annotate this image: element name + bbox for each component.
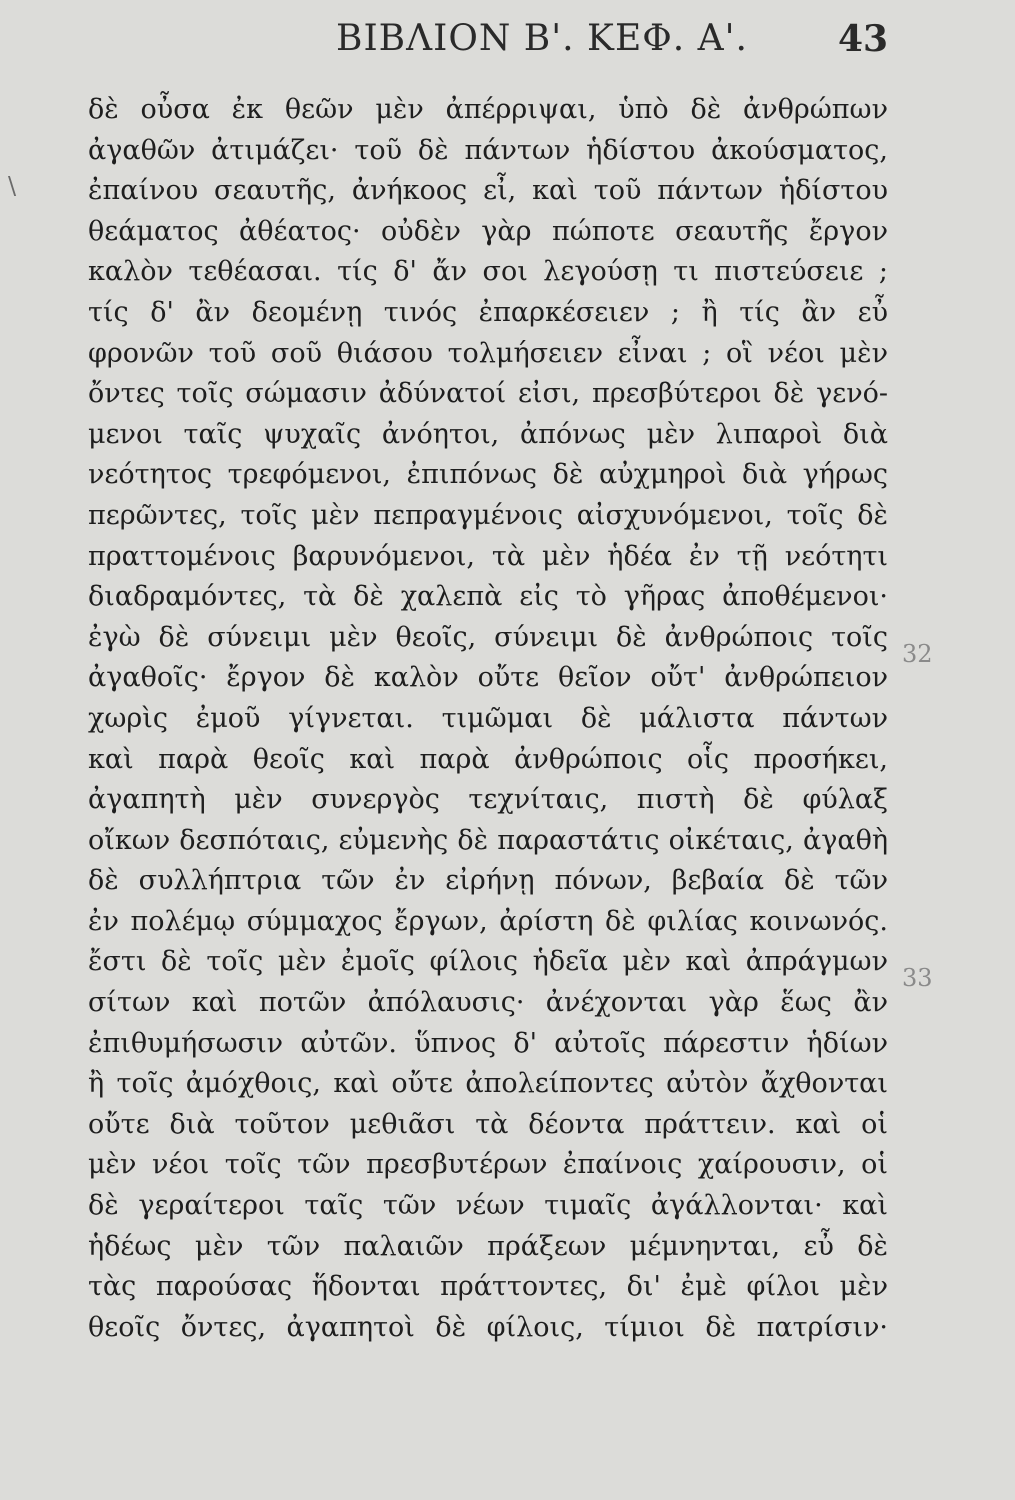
text-line: ἔστι δὲ τοῖς μὲν ἐμοῖς φίλοις ἡδεῖα μὲν καὶ ἀπράγμων <box>88 946 888 978</box>
text-line: ἀγαθοῖς· ἔργον δὲ καλὸν οὔτε θεῖον οὔτ' ἀνθρώπειον <box>88 662 888 694</box>
text-line: καὶ παρὰ θεοῖς καὶ παρὰ ἀνθρώποις οἷς προσήκει, <box>88 743 888 775</box>
text-line: καλὸν τεθέασαι. τίς δ' ἄν σοι λεγούσῃ τι πιστεύσειε ; <box>88 256 888 288</box>
text-line: φρονῶν τοῦ σοῦ θιάσου τολμήσειεν εἶναι ; οἳ νέοι μὲν <box>88 337 888 369</box>
margin-mark: \ <box>8 172 17 200</box>
text-line: θεοῖς ὄντες, ἀγαπητοὶ δὲ φίλοις, τίμιοι δὲ πατρίσιν· <box>88 1311 888 1343</box>
text-line: ὄντες τοῖς σώμασιν ἀδύνατοί εἰσι, πρεσβύτεροι δὲ γενό- <box>88 378 888 410</box>
text-line: οἴκων δεσπόταις, εὐμενὴς δὲ παραστάτις οἰκέταις, ἀγαθὴ <box>88 824 888 856</box>
text-line: χωρὶς ἐμοῦ γίγνεται. τιμῶμαι δὲ μάλιστα πάντων <box>88 702 888 734</box>
text-line: ἢ τοῖς ἀμόχθοις, καὶ οὔτε ἀπολείποντες αὐτὸν ἄχθονται <box>88 1068 888 1100</box>
text-line: ἀγαπητὴ μὲν συνεργὸς τεχνίταις, πιστὴ δὲ φύλαξ <box>88 784 888 816</box>
body-text <box>88 90 888 1348</box>
text-line: διαδραμόντες, τὰ δὲ χαλεπὰ εἰς τὸ γῆρας ἀποθέμενοι· <box>88 581 888 613</box>
text-line: σίτων καὶ ποτῶν ἀπόλαυσις· ἀνέχονται γὰρ ἕως ἂν <box>88 987 888 1019</box>
text-line: ἐγὼ δὲ σύνειμι μὲν θεοῖς, σύνειμι δὲ ἀνθρώποις τοῖς <box>88 621 888 653</box>
text-line: μὲν νέοι τοῖς τῶν πρεσβυτέρων ἐπαίνοις χαίρουσιν, οἱ <box>88 1149 888 1181</box>
page-header <box>0 12 1015 72</box>
text-line: ἐπαίνου σεαυτῆς, ἀνήκοος εἶ, καὶ τοῦ πάντων ἡδίστου <box>88 175 888 207</box>
margin-line-number: 33 <box>902 964 933 992</box>
page-number: 43 <box>838 18 889 60</box>
text-line: ἐν πολέμῳ σύμμαχος ἔργων, ἀρίστη δὲ φιλίας κοινωνός. <box>88 905 888 937</box>
text-line: δὲ συλλήπτρια τῶν ἐν εἰρήνῃ πόνων, βεβαία δὲ τῶν <box>88 865 888 897</box>
text-line: οὔτε διὰ τοῦτον μεθιᾶσι τὰ δέοντα πράττειν. καὶ οἱ <box>88 1108 888 1140</box>
text-line: δὲ γεραίτεροι ταῖς τῶν νέων τιμαῖς ἀγάλλονται· καὶ <box>88 1190 888 1222</box>
text-line: τίς δ' ἂν δεομένῃ τινός ἐπαρκέσειεν ; ἢ τίς ἂν εὖ <box>88 296 888 328</box>
text-line: ἐπιθυμήσωσιν αὐτῶν. ὕπνος δ' αὐτοῖς πάρεστιν ἡδίων <box>88 1027 888 1059</box>
running-head: ΒΙΒΛΙΟΝ Β'. ΚΕΦ. Α'. <box>336 18 748 59</box>
text-line: ἡδέως μὲν τῶν παλαιῶν πράξεων μέμνηνται, εὖ δὲ <box>88 1230 888 1262</box>
text-line: μενοι ταῖς ψυχαῖς ἀνόητοι, ἀπόνως μὲν λιπαροὶ διὰ <box>88 418 888 450</box>
text-line: δὲ οὖσα ἐκ θεῶν μὲν ἀπέρριψαι, ὑπὸ δὲ ἀνθρώπων <box>88 94 888 125</box>
text-line: περῶντες, τοῖς μὲν πεπραγμένοις αἰσχυνόμενοι, τοῖς δὲ <box>88 499 888 531</box>
text-line: ἀγαθῶν ἀτιμάζει· τοῦ δὲ πάντων ἡδίστου ἀκούσματος, <box>88 134 888 166</box>
margin-line-number: 32 <box>902 640 933 668</box>
text-line: θεάματος ἀθέατος· οὐδὲν γὰρ πώποτε σεαυτῆς ἔργον <box>88 215 888 247</box>
text-line: τὰς παρούσας ἥδονται πράττοντες, δι' ἐμὲ φίλοι μὲν <box>88 1271 888 1303</box>
text-line: νεότητος τρεφόμενοι, ἐπιπόνως δὲ αὐχμηροὶ διὰ γήρως <box>88 459 888 491</box>
text-line: πραττομένοις βαρυνόμενοι, τὰ μὲν ἡδέα ἐν τῇ νεότητι <box>88 540 888 572</box>
